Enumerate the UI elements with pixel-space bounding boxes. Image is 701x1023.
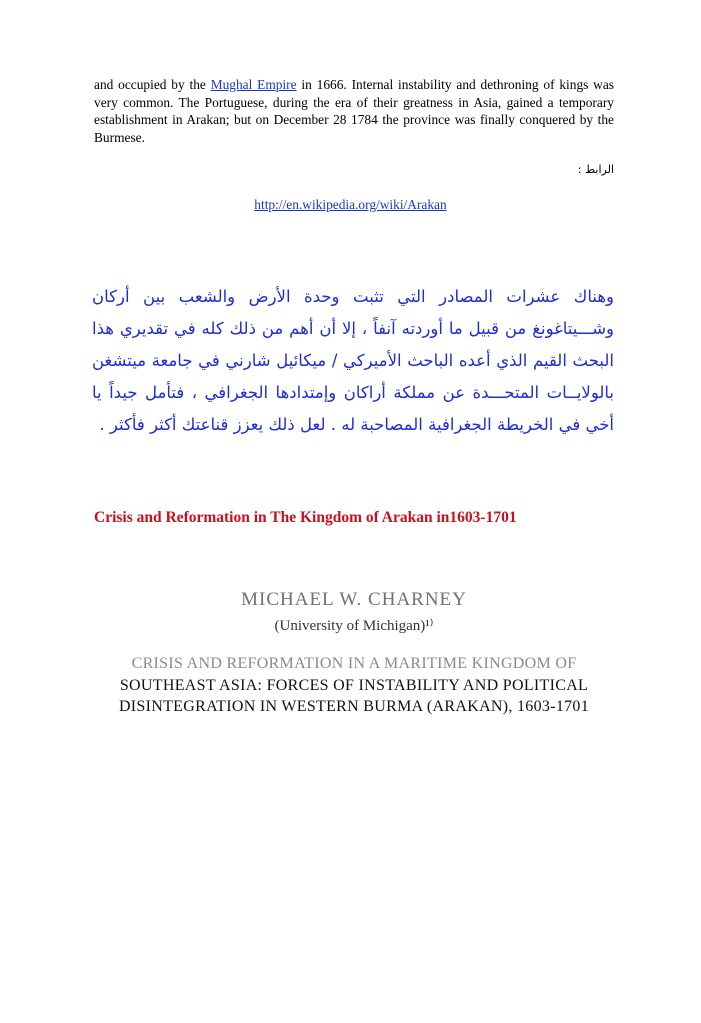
scanned-paper-header: [94, 583, 614, 723]
author-name: MICHAEL W. CHARNEY: [241, 589, 467, 610]
link-label: الرابط :: [577, 163, 614, 176]
wikipedia-arakan-link[interactable]: http://en.wikipedia.org/wiki/Arakan: [254, 197, 447, 212]
paper-title-line-2: SOUTHEAST ASIA: FORCES OF INSTABILITY AND POLITICAL: [119, 677, 589, 694]
mughal-empire-link[interactable]: Mughal Empire: [210, 77, 297, 92]
author-affiliation: (University of Michigan)¹⁾: [274, 618, 434, 634]
section-title: Crisis and Reformation in The Kingdom of Arakan in1603-1701: [94, 509, 517, 526]
paper-title-line-1: CRISIS AND REFORMATION IN A MARITIME KINGDOM OF: [131, 655, 577, 672]
paragraph-text-start: and occupied by the: [94, 77, 211, 92]
paragraph-text-end: in 1666. Internal instability and dethroning of kings was very common. The Portuguese, during the era of their greatness in Asia, gained a temporary establishment in Arakan; but on December 28 1784 the province was finally conquered by the Burmese.: [94, 77, 615, 145]
paper-title-line-3: DISINTEGRATION IN WESTERN BURMA (ARAKAN), 1603-1701: [118, 698, 590, 715]
english-paragraph: [94, 76, 614, 146]
arabic-paragraph: وهناك عشرات المصادر التي تثبت وحدة الأرض والشعب بين أركان وشـــيتاغونغ من قبيل ما أوردته آنفاً ، إلا أن أهم من ذلك كله في تقديري هذا البحث القيم الذي أعده الباحث الأميركي / ميكائيل شارني في جامعة ميتشغن بالولايــات المتحـــدة عن مملكة أراكان وإمتدادها الجغرافي ، فتأمل جيداً يا أخي في الخريطة الجغرافية المصاحبة له . لعل ذلك يعزز قناعتك أكثر فأكثر .: [92, 287, 614, 434]
